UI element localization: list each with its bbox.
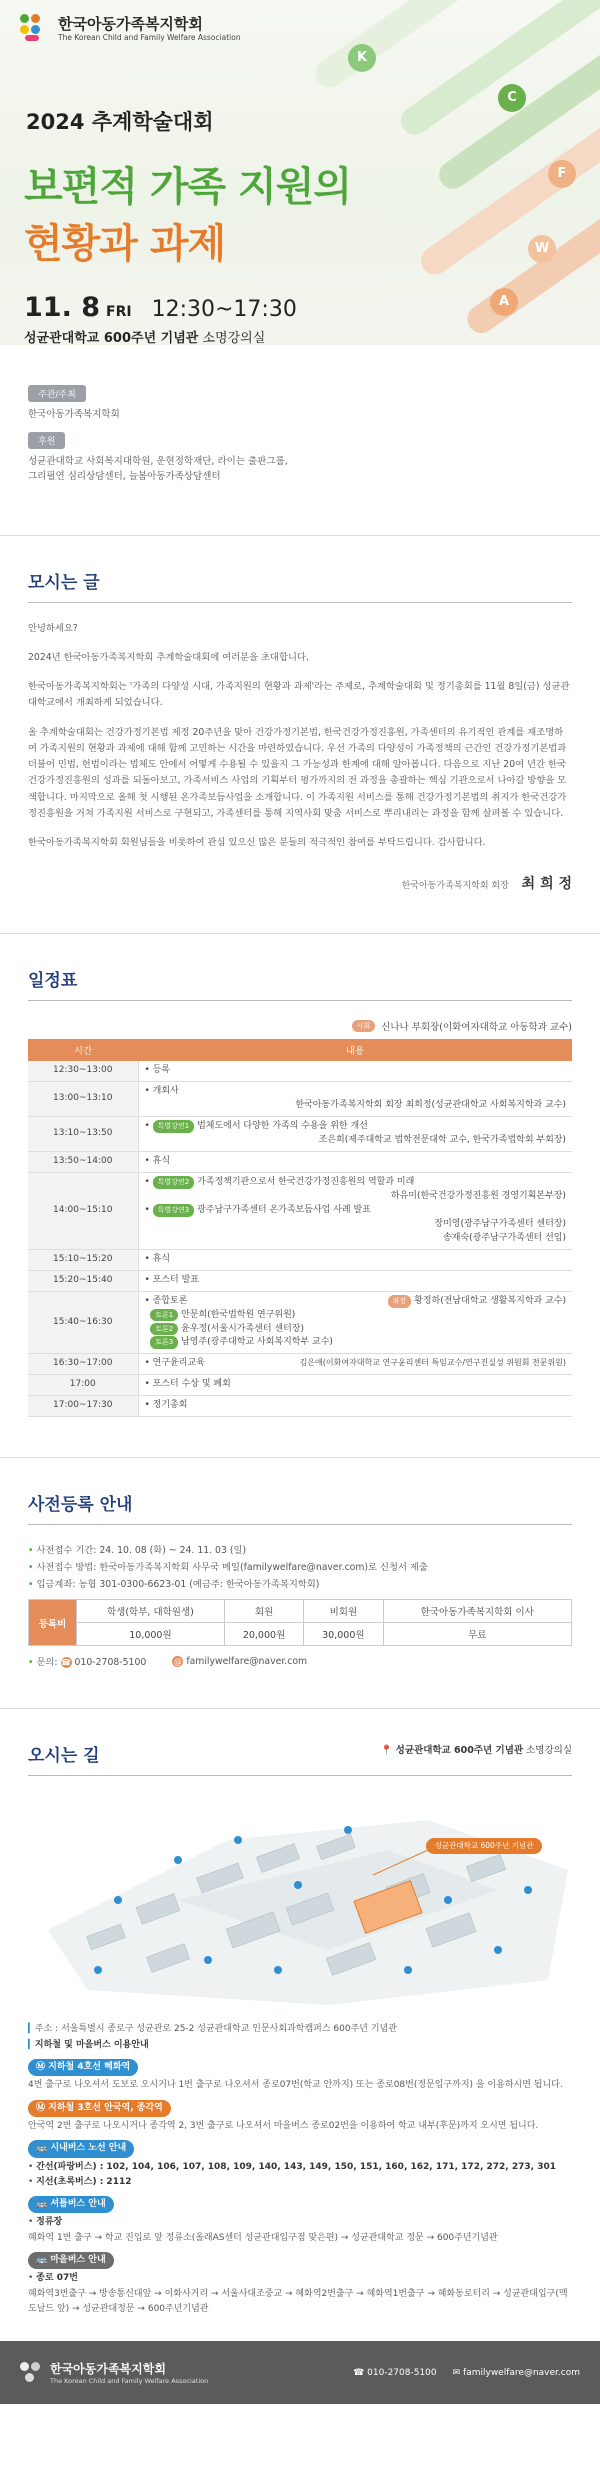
event-year-title: 2024 추계학술대회 [26, 110, 214, 134]
letter-ball-f: F [548, 160, 576, 188]
phone-icon: ☎ [353, 2367, 368, 2378]
event-title-line2: 현황과 과제 [24, 221, 226, 267]
sponsor-label: 후원 [28, 432, 65, 449]
subway-line4-text: 지하철 4호선 혜화역 [48, 2062, 131, 2073]
talk-title: 가족정책기관으로서 한국건강가정진흥원의 역할과 미래 [197, 1177, 415, 1188]
table-row [28, 1117, 572, 1152]
village-bus-head-text: 종로 07번 [36, 2273, 78, 2284]
host-section [0, 345, 600, 536]
reg-method: • 사전접수 방법: 한국아동가족복지학회 사무국 메일(familywelfare@naver.com)로 신청서 제출 [28, 1561, 428, 1573]
subway-line3-text: 지하철 3호선 안국역, 종각역 [48, 2102, 163, 2113]
fee-label: 등록비 [29, 1600, 77, 1646]
greeting-title: 모시는 글 [28, 568, 572, 603]
fee-header: 회원 [224, 1600, 303, 1623]
directions-section [0, 1709, 600, 2341]
village-bus-head: • 종로 07번 [28, 2273, 78, 2284]
host-label: 주관/주최 [28, 385, 86, 402]
footer-email-text[interactable]: familywelfare@naver.com [463, 2367, 580, 2378]
col-time-header: 시간 [28, 1039, 138, 1061]
time-cell: 13:00~13:10 [28, 1082, 138, 1117]
event-time: 12:30~17:30 [151, 297, 297, 322]
sponsor-line: 성균관대학교 사회복지대학원, 운현정학재단, 라이는 출판그룹, [28, 456, 288, 468]
signature-role: 한국아동가족복지학회 회장 [401, 881, 509, 892]
event-date: 11. 8 [24, 292, 101, 323]
org-name: 한국아동가족복지학회 [58, 15, 203, 34]
panelist-name: 남영주(광주대학교 사회복지학부 교수) [181, 1337, 333, 1348]
bus-label [28, 2140, 134, 2157]
logo-mark-icon [20, 2362, 42, 2384]
phone-icon: ☎ [61, 1658, 72, 1668]
talk-tag: 특별강연3 [153, 1204, 195, 1217]
moderator-name: 신나나 부회장(이화여자대학교 아동학과 교수) [381, 1022, 572, 1034]
content-cell: • 특별강연3 광주남구가족센터 온가족보듬사업 사례 발표 [144, 1204, 371, 1215]
subway-icon: Ⓜ [36, 2102, 49, 2113]
shuttle-label [28, 2196, 114, 2213]
campus-map [28, 1780, 572, 2010]
table-row [28, 1291, 572, 1354]
reg-method-text: 사전접수 방법: 한국아동가족복지학회 사무국 메일(familywelfare@naver.com)로 신청서 제출 [36, 1561, 428, 1573]
panel-tag: 토론2 [150, 1323, 178, 1336]
chair-name: 황정하(전남대학교 생활복지학과 교수) [414, 1295, 566, 1306]
transit-heading: ▎지하철 및 마을버스 이용안내 [28, 2039, 149, 2050]
letter-ball-w: W [528, 235, 556, 263]
content-cell: • 정기총회 [145, 1399, 567, 1413]
table-row [28, 1354, 572, 1375]
sponsor-list [28, 454, 572, 484]
greeting-paragraph: 올 추계학술대회는 건강가정기본법 제정 20주년을 맞아 건강가정기본법, 한국건강가정진흥원, 가족센터의 유기적인 관계를 재조명하여 가족지원의 현황과 과제에 대해 함께 고민하는 시간을 마련하였습니다. 우선 가족의 다양성이 가족정책의 근간인 건강가정기본법과 더불어 민법, 헌법이라는 법체도 안에서 어떻게 수용될 수 있을지 그 가능성과 한계에 대해 알아봅니다. 다음으로 지난 20여 년간 한국건강가정진흥원의 성과를 되돌아보고, 가족서비스 사업의 기획부터 평가까지의 전 과정을 총괄하는 핵심 기관으로서 나아갈 방향을 모색합니다. 마지막으로 올해 첫 시행된 온가족보듬사업을 소개합니다. 이 가족지원 서비스를 통해 건강가정기본법의 취지가 한국건강가정진흥원을 거쳐 가족지원 서비스로 구현되고, 가족센터를 통해 지역사회 맞춤 서비스로 뿌리내리는 과정을 함께 살펴볼 수 있습니다. [28, 726, 567, 819]
time-cell: 15:40~16:30 [28, 1291, 138, 1354]
panelist-name: 안문희(한국법학원 연구위원) [181, 1309, 296, 1320]
footer-contact [353, 2368, 580, 2378]
panelist [145, 1336, 567, 1350]
event-datetime [24, 292, 297, 323]
fee-table [28, 1599, 572, 1646]
table-row [28, 1173, 572, 1250]
phone-text[interactable]: 010-2708-5100 [74, 1657, 147, 1669]
greeting-signature [28, 873, 572, 893]
panel-tag: 토론3 [150, 1336, 178, 1349]
table-row [28, 1375, 572, 1396]
greeting-paragraph: 한국아동가족복지학회 회원님들을 비롯하여 관심 있으신 많은 분들의 적극적인 참여를 부탁드립니다. 감사합니다. [28, 837, 486, 849]
talk-tag: 특별강연2 [153, 1176, 195, 1189]
moderator-line [28, 1019, 572, 1033]
transit-heading-text: 지하철 및 마을버스 이용안내 [34, 2039, 149, 2050]
talk-title: 법체도에서 다양한 가족의 수용을 위한 개선 [197, 1121, 368, 1132]
footer-phone-text[interactable]: 010-2708-5100 [367, 2367, 437, 2378]
greeting-paragraph: 2024년 한국아동가족복지학회 추계학술대회에 여러분을 초대합니다. [28, 651, 309, 663]
reg-period-text: 사전접수 기간: 24. 10. 08 (화) ~ 24. 11. 03 (일) [36, 1545, 247, 1557]
talk-tag: 특별강연1 [153, 1120, 195, 1133]
content-cell: • 포스터 수상 및 폐회 [145, 1378, 567, 1392]
host-value: 한국아동가족복지학회 [28, 409, 120, 420]
bus-route: • 간선(파랑버스) : 102, 104, 106, 107, 108, 109, 140, 143, 149, 150, 151, 160, 162, 171, 172, 272, 273, 301 [28, 2161, 556, 2172]
registration-title: 사전등록 안내 [28, 1490, 572, 1525]
address: ▎주소 : 서울특별시 종로구 성균관로 25-2 성균관대학교 인문사회과학캠퍼스 600주년 기념관 [28, 2024, 397, 2035]
moderator-tag: 사회 [352, 1020, 376, 1032]
fee-value: 무료 [383, 1623, 571, 1646]
table-row [28, 1082, 572, 1117]
letter-ball-c: C [498, 84, 526, 112]
greeting-section [0, 536, 600, 935]
hero-banner [0, 0, 600, 345]
schedule-section [0, 934, 600, 1458]
greeting-paragraph: 안녕하세요? [28, 622, 78, 634]
schedule-table [28, 1039, 572, 1417]
greeting-paragraph: 한국아동가족복지학회는 '가족의 다양성 시대, 가족지원의 현황과 과제'라는 주제로, 추계학술대회 및 정기총회를 11월 8일(금) 성균관대학교에서 개최하게 되었습니다. [28, 681, 570, 709]
table-row [28, 1061, 572, 1081]
schedule-header-row [28, 1039, 572, 1061]
speaker: 한국아동가족복지학회 회장 최희정(성균관대학교 사회복지학과 교수) [295, 1100, 566, 1111]
bus-icon: 🚌 [36, 2255, 51, 2265]
table-row [28, 1396, 572, 1417]
fee-header: 학생(학부, 대학원생) [77, 1600, 225, 1623]
email-icon: @ [173, 1656, 182, 1666]
time-cell: 17:00~17:30 [28, 1396, 138, 1417]
content-cell: • 등록 [145, 1064, 567, 1078]
subway-line4-label [28, 2059, 138, 2076]
fee-value: 30,000원 [304, 1623, 383, 1646]
email-icon: ✉ [452, 2367, 464, 2378]
sponsor-line: 그리필연 심리상담센터, 늘봄아동가족상담센터 [28, 471, 221, 483]
bus-label-text: 시내버스 노선 안내 [50, 2143, 127, 2154]
directions-text [28, 2022, 572, 2341]
registration-section [0, 1458, 600, 1709]
speaker: 장미영(광주남구가족센터 센터장) [434, 1218, 566, 1229]
table-row [28, 1270, 572, 1291]
address-text: 주소 : 서울특별시 종로구 성균관로 25-2 성균관대학교 인문사회과학캠퍼스 600주년 기념관 [34, 2024, 397, 2035]
schedule-title: 일정표 [28, 966, 572, 1001]
fee-value: 20,000원 [224, 1623, 303, 1646]
fee-header: 한국아동가족복지학회 이사 [383, 1600, 571, 1623]
time-cell: 14:00~15:10 [28, 1173, 138, 1250]
speaker: 송재숙(광주남구가족센터 선임) [443, 1232, 566, 1243]
shuttle-desc: 혜화역 1번 출구 → 학교 진입로 앞 정류소(올래AS센터 성균관대입구점 맞은편) → 성균관대학교 정문 → 600주년기념관 [28, 2232, 498, 2243]
time-cell: 13:50~14:00 [28, 1152, 138, 1173]
subway-line3-desc: 안국역 2번 출구로 나오시거나 종각역 2, 3번 출구로 나오셔서 마을버스 종로02번을 이용하여 학교 내부(후문)까지 오시면 됩니다. [28, 2120, 539, 2131]
speaker: 조은희(제주대학교 법학전문대학 교수, 한국가족법학회 부회장) [318, 1135, 566, 1146]
col-content-header: 내용 [138, 1039, 572, 1061]
email-text[interactable]: familywelfare@naver.com [186, 1655, 308, 1667]
time-cell: 12:30~13:00 [28, 1061, 138, 1081]
content-cell: • 포스터 발표 [145, 1274, 567, 1288]
footer [0, 2341, 600, 2404]
subway-line3-label [28, 2100, 171, 2117]
directions-header [28, 1741, 572, 1776]
event-place-building: 성균관대학교 600주년 기념관 [24, 331, 199, 345]
talk-title: 광주남구가족센터 온가족보듬사업 사례 발표 [197, 1204, 371, 1215]
shuttle-head: • 정류장 [28, 2217, 63, 2228]
bus-route-text: 지선(초록버스) : 2112 [36, 2176, 132, 2187]
map-destination-label: 성균관대학교 600주년 기념관 [434, 1841, 534, 1851]
bus-route: • 지선(초록버스) : 2112 [28, 2176, 132, 2187]
greeting-body [28, 621, 572, 852]
subway-icon: Ⓜ [36, 2062, 49, 2073]
shuttle-label-text: 셔틀버스 안내 [50, 2199, 106, 2210]
content-cell: • 휴식 [145, 1253, 567, 1267]
registration-info [28, 1543, 572, 1593]
letter-ball-a: A [490, 288, 518, 316]
time-cell: 13:10~13:50 [28, 1117, 138, 1152]
event-weekday: FRI [106, 304, 132, 320]
contact-phone: • 문의: ☎ 010-2708-5100 [28, 1657, 147, 1669]
panelist [145, 1323, 567, 1337]
village-bus-label [28, 2252, 114, 2269]
content-cell: • 특별강연2 가족정책기관으로서 한국건강가정진흥원의 역할과 미래 [144, 1177, 415, 1188]
content-cell: • 개회사 [145, 1085, 567, 1099]
speaker: 김은애(이화여자대학교 연구윤리센터 특임교수/연구진실성 위원회 전문위원) [299, 1358, 566, 1368]
event-place-room: 소명강의실 [202, 331, 266, 345]
content-cell [145, 1357, 567, 1371]
contact-email [172, 1656, 307, 1667]
content-cell: • 특별강연1 법체도에서 다양한 가족의 수용을 위한 개선 [144, 1121, 368, 1132]
content-title: • 연구윤리교육 [145, 1357, 205, 1371]
directions-title: 오시는 길 [28, 1741, 572, 1776]
reg-account: • 입금계좌: 농협 301-0300-6623-01 (예금주: 한국아동가족복지학회) [28, 1578, 320, 1590]
table-row [28, 1249, 572, 1270]
table-row [28, 1152, 572, 1173]
bus-icon: 🚌 [36, 2143, 51, 2154]
letter-ball-k: K [348, 44, 376, 72]
speaker: 하유미(한국건강가정진흥원 경영기획본부장) [390, 1191, 566, 1202]
signature-name: 최 희 정 [521, 876, 572, 893]
time-cell: 15:10~15:20 [28, 1249, 138, 1270]
bus-route-text: 간선(파랑버스) : 102, 104, 106, 107, 108, 109, 140, 143, 149, 150, 151, 160, 162, 171, 172, 272, 273, 301 [36, 2161, 556, 2172]
logo-mark-icon [20, 14, 50, 44]
time-cell: 15:20~15:40 [28, 1270, 138, 1291]
event-place [24, 327, 265, 345]
reg-period: • 사전접수 기간: 24. 10. 08 (화) ~ 24. 11. 03 (일) [28, 1545, 247, 1557]
content-cell: • 종합토론 [145, 1295, 188, 1309]
time-cell: 17:00 [28, 1375, 138, 1396]
subway-line4-desc: 4번 출구로 나오셔서 도보로 오시거나 1번 출구로 나오셔서 종로07번(학교 안까지) 또는 종로08번(정문입구까지) 을 이용하시면 됩니다. [28, 2080, 563, 2091]
time-cell: 16:30~17:00 [28, 1354, 138, 1375]
campus-map-illustration [28, 1780, 572, 2010]
directions-place-room: 소명강의실 [526, 1745, 572, 1757]
event-title-line1: 보편적 가족 지원의 [24, 164, 351, 210]
footer-org-name: 한국아동가족복지학회 [50, 2362, 166, 2377]
org-name-en: The Korean Child and Family Welfare Association [58, 32, 241, 42]
footer-email [453, 2368, 580, 2378]
footer-org-name-en: The Korean Child and Family Welfare Association [50, 2377, 209, 2386]
panelist [145, 1309, 567, 1323]
contact-line [28, 1654, 572, 1688]
panelist-name: 윤우정(서울시가족센터 센터장) [181, 1323, 304, 1334]
directions-place-building: 성균관대학교 600주년 기념관 [395, 1745, 524, 1757]
shuttle-head-text: 정류장 [36, 2217, 63, 2228]
content-cell: • 휴식 [145, 1155, 567, 1169]
contact-prefix: 문의: [36, 1657, 58, 1669]
chair-tag: 좌장 [388, 1295, 412, 1308]
village-bus-desc: 혜화역3번출구 → 방송통신대앞 → 이화사거리 → 서울사대조중교 → 혜화역2번출구 → 혜화역1번출구 → 혜화동로터리 → 성균관대입구(맥도날드 앞) → 성균관대정문 → 600주년기념관 [28, 2288, 568, 2314]
fee-value: 10,000원 [77, 1623, 225, 1646]
panel-tag: 토론1 [150, 1309, 178, 1322]
panel-head [145, 1295, 567, 1309]
village-bus-label-text: 마을버스 안내 [50, 2255, 106, 2265]
reg-account-text: 입금계좌: 농협 301-0300-6623-01 (예금주: 한국아동가족복지학회) [36, 1578, 320, 1590]
footer-logo [20, 2360, 208, 2385]
bus-icon: 🚌 [36, 2199, 51, 2210]
location-pin-icon: 📍 [380, 1745, 393, 1757]
org-logo [20, 14, 241, 44]
footer-phone [353, 2368, 437, 2378]
fee-header: 비회원 [304, 1600, 383, 1623]
